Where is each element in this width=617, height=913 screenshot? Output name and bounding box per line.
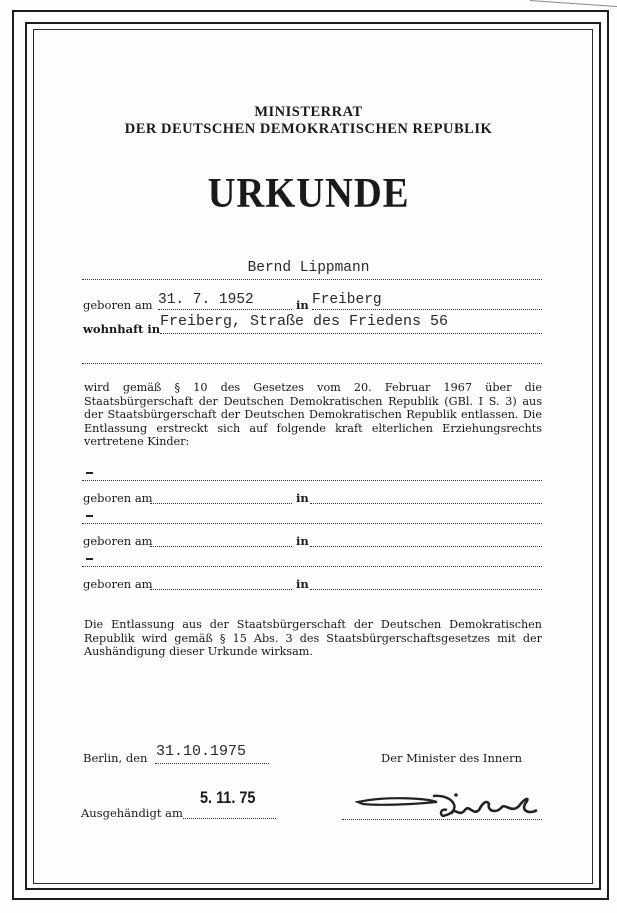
child-3-name <box>86 558 93 560</box>
child-2-in-label: in <box>296 534 309 548</box>
handed-date-stamp: 5. 11. 75 <box>200 788 256 807</box>
birth-date-line <box>158 309 292 310</box>
release-text: wird gemäß § 10 des Gesetzes vom 20. Februar 1967 über die Staatsbürgerschaft der Deutschen Demokratischen Republik (GBl. I S. 3) aus der Staatsbürgerschaft der Deutschen Demokratischen Republik entlassen. Die Entlassung erstreckt sich auf folgende kraft elterlichen Erziehungsrechts vertretene Kinder: <box>84 381 542 448</box>
page-edge-line <box>530 0 617 7</box>
child-1-place-line <box>310 503 542 504</box>
born-label: geboren am <box>83 298 153 312</box>
issue-date-line <box>155 763 269 764</box>
child-1-name-line <box>82 480 542 481</box>
child-3-place-line <box>310 589 542 590</box>
handed-date-line <box>183 818 276 819</box>
child-3-name-line <box>82 566 542 567</box>
issuer-line-2: DER DEUTSCHEN DEMOKRATISCHEN REPUBLIK <box>124 121 493 137</box>
child-1-date-line <box>150 503 292 504</box>
issuer-line-1: MINISTERRAT <box>254 104 363 120</box>
child-3-date-line <box>150 589 292 590</box>
signatory-title: Der Minister des Innern <box>381 751 522 765</box>
child-1-name <box>86 472 93 474</box>
name-line <box>82 279 542 280</box>
birth-place-line <box>312 309 542 310</box>
signature-line <box>342 819 542 820</box>
child-3-born-label: geboren am <box>83 577 153 591</box>
issue-date: 31.10.1975 <box>156 743 247 760</box>
effect-text: Die Entlassung aus der Staatsbürgerschaft der Deutschen Demokratischen Republik wird gemäß § 15 Abs. 3 des Staatsbürgerschaftsgesetzes mit der Aushändigung dieser Urkunde wirksam. <box>84 618 542 658</box>
child-1-born-label: geboren am <box>83 491 153 505</box>
child-2-date-line <box>150 546 292 547</box>
signature-icon <box>355 790 545 822</box>
handed-label: Ausgehändigt am <box>81 806 183 820</box>
place-label: Berlin, den <box>83 751 148 765</box>
birth-date: 31. 7. 1952 <box>158 292 254 308</box>
person-name: Bernd Lippmann <box>247 260 370 276</box>
residence-label: wohnhaft in <box>83 322 161 336</box>
child-2-name-line <box>82 523 542 524</box>
residence-line <box>160 333 542 334</box>
residence-line-2 <box>82 363 542 364</box>
document-title: URKUNDE <box>207 171 410 217</box>
residence: Freiberg, Straße des Friedens 56 <box>160 313 449 330</box>
child-2-place-line <box>310 546 542 547</box>
in-label: in <box>296 298 309 312</box>
child-3-in-label: in <box>296 577 309 591</box>
child-2-born-label: geboren am <box>83 534 153 548</box>
child-2-name <box>86 515 93 517</box>
child-1-in-label: in <box>296 491 309 505</box>
birth-place: Freiberg <box>312 292 382 308</box>
